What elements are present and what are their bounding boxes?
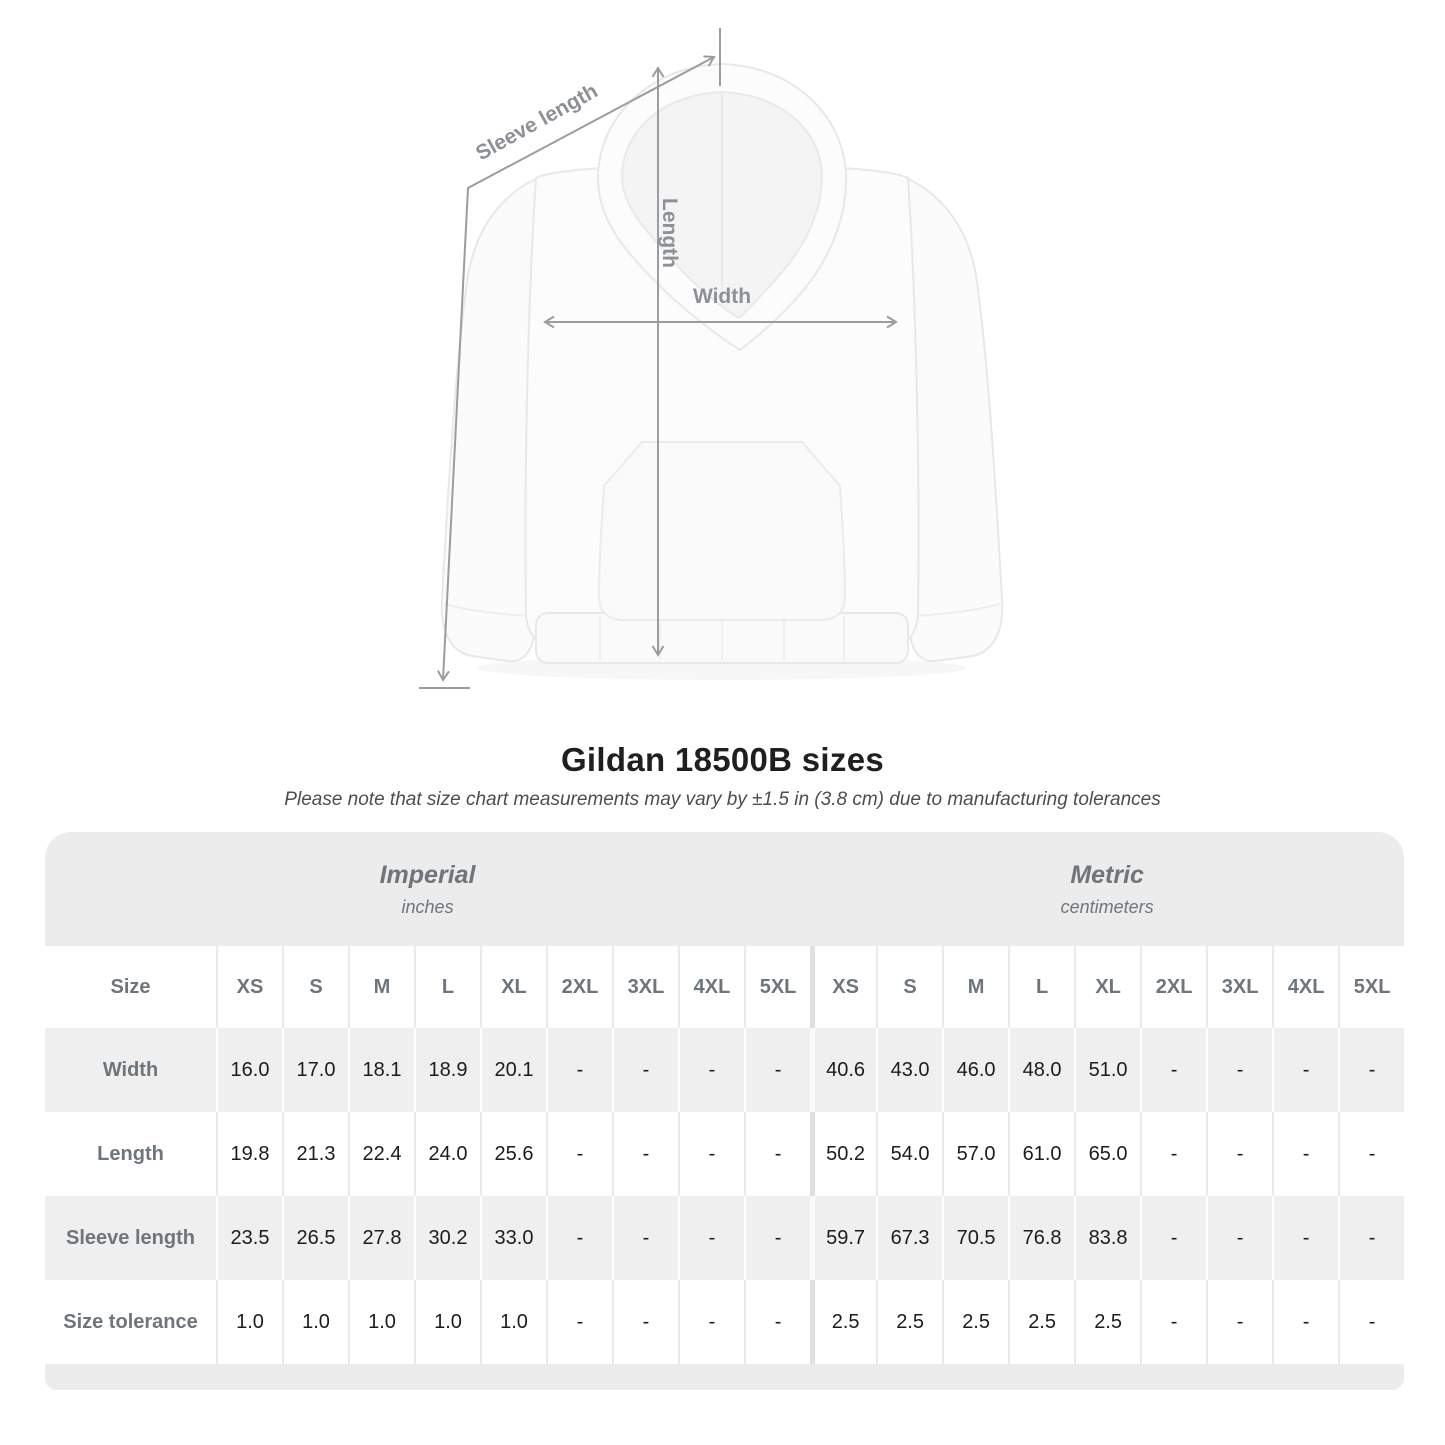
sleeve-length-arrow-label: Sleeve length — [472, 79, 602, 166]
value-cell: 76.8 — [1008, 1196, 1074, 1280]
value-cell: - — [678, 1112, 744, 1196]
size-col-imperial-m: M — [348, 946, 414, 1028]
value-cell: 57.0 — [942, 1112, 1008, 1196]
size-col-metric-3xl: 3XL — [1206, 946, 1272, 1028]
size-col-imperial-3xl: 3XL — [612, 946, 678, 1028]
size-header-row — [45, 946, 1404, 1028]
table-row — [45, 1280, 1404, 1364]
size-col-imperial-5xl: 5XL — [744, 946, 810, 1028]
value-cell: 20.1 — [480, 1028, 546, 1112]
value-cell: - — [678, 1196, 744, 1280]
table-row — [45, 1196, 1404, 1280]
value-cell: - — [1272, 1028, 1338, 1112]
value-cell: 40.6 — [810, 1028, 876, 1112]
size-col-imperial-4xl: 4XL — [678, 946, 744, 1028]
value-cell: - — [546, 1028, 612, 1112]
value-cell: 1.0 — [414, 1280, 480, 1364]
value-cell: 2.5 — [942, 1280, 1008, 1364]
value-cell: - — [612, 1280, 678, 1364]
value-cell: 54.0 — [876, 1112, 942, 1196]
size-col-metric-5xl: 5XL — [1338, 946, 1404, 1028]
size-col-metric-4xl: 4XL — [1272, 946, 1338, 1028]
value-cell: 17.0 — [282, 1028, 348, 1112]
width-arrow-label: Width — [692, 285, 752, 308]
table-footer-row — [45, 1364, 1404, 1390]
value-cell: 21.3 — [282, 1112, 348, 1196]
value-cell: - — [1338, 1028, 1404, 1112]
value-cell: 26.5 — [282, 1196, 348, 1280]
value-cell: 1.0 — [480, 1280, 546, 1364]
row-label: Length — [45, 1112, 216, 1196]
value-cell: - — [1338, 1196, 1404, 1280]
size-col-imperial-xs: XS — [216, 946, 282, 1028]
metric-label: Metric — [1070, 860, 1144, 889]
imperial-section-header — [45, 832, 810, 946]
value-cell: - — [1206, 1280, 1272, 1364]
page-title: Gildan 18500B sizes — [560, 741, 885, 778]
size-col-metric-xs: XS — [810, 946, 876, 1028]
value-cell: - — [1338, 1112, 1404, 1196]
value-cell: 27.8 — [348, 1196, 414, 1280]
value-cell: - — [1272, 1196, 1338, 1280]
row-label: Width — [45, 1028, 216, 1112]
length-arrow-label: Length — [658, 198, 681, 268]
value-cell: 51.0 — [1074, 1028, 1140, 1112]
value-cell: - — [1338, 1280, 1404, 1364]
value-cell: - — [744, 1196, 810, 1280]
value-cell: 70.5 — [942, 1196, 1008, 1280]
size-col-metric-m: M — [942, 946, 1008, 1028]
value-cell: 46.0 — [942, 1028, 1008, 1112]
value-cell: 43.0 — [876, 1028, 942, 1112]
value-cell: 23.5 — [216, 1196, 282, 1280]
metric-unit-label: centimeters — [1060, 896, 1154, 917]
value-cell: 61.0 — [1008, 1112, 1074, 1196]
value-cell: 1.0 — [216, 1280, 282, 1364]
value-cell: 30.2 — [414, 1196, 480, 1280]
value-cell: - — [612, 1112, 678, 1196]
table-row — [45, 1112, 1404, 1196]
value-cell: - — [744, 1280, 810, 1364]
value-cell: 22.4 — [348, 1112, 414, 1196]
table-row — [45, 1028, 1404, 1112]
units-header-row — [45, 832, 1404, 946]
size-col-metric-2xl: 2XL — [1140, 946, 1206, 1028]
value-cell: - — [678, 1028, 744, 1112]
table-footer — [45, 1364, 1404, 1390]
size-col-imperial-xl: XL — [480, 946, 546, 1028]
value-cell: 50.2 — [810, 1112, 876, 1196]
value-cell: - — [1140, 1028, 1206, 1112]
value-cell: 59.7 — [810, 1196, 876, 1280]
size-col-imperial-s: S — [282, 946, 348, 1028]
size-col-metric-s: S — [876, 946, 942, 1028]
value-cell: - — [678, 1280, 744, 1364]
value-cell: 24.0 — [414, 1112, 480, 1196]
metric-section-header — [810, 832, 1404, 946]
size-col-imperial-l: L — [414, 946, 480, 1028]
value-cell: - — [1140, 1196, 1206, 1280]
hoodie-pocket — [599, 442, 845, 620]
size-col-metric-xl: XL — [1074, 946, 1140, 1028]
value-cell: 2.5 — [1008, 1280, 1074, 1364]
value-cell: 67.3 — [876, 1196, 942, 1280]
size-column-header: Size — [45, 946, 216, 1028]
row-label: Sleeve length — [45, 1196, 216, 1280]
size-chart-table — [45, 832, 1404, 1390]
value-cell: 65.0 — [1074, 1112, 1140, 1196]
value-cell: - — [744, 1112, 810, 1196]
value-cell: 2.5 — [876, 1280, 942, 1364]
value-cell: 25.6 — [480, 1112, 546, 1196]
value-cell: - — [612, 1028, 678, 1112]
value-cell: 83.8 — [1074, 1196, 1140, 1280]
imperial-label: Imperial — [379, 860, 476, 889]
value-cell: - — [1206, 1196, 1272, 1280]
value-cell: 1.0 — [348, 1280, 414, 1364]
value-cell: - — [1140, 1112, 1206, 1196]
value-cell: - — [612, 1196, 678, 1280]
value-cell: - — [1206, 1112, 1272, 1196]
value-cell: 18.1 — [348, 1028, 414, 1112]
value-cell: 16.0 — [216, 1028, 282, 1112]
value-cell: 19.8 — [216, 1112, 282, 1196]
value-cell: 2.5 — [810, 1280, 876, 1364]
value-cell: - — [546, 1196, 612, 1280]
value-cell: 2.5 — [1074, 1280, 1140, 1364]
value-cell: 18.9 — [414, 1028, 480, 1112]
tolerance-note: Please note that size chart measurements may vary by ±1.5 in (3.8 cm) due to manufacturing tolerances — [284, 789, 1161, 810]
value-cell: - — [744, 1028, 810, 1112]
value-cell: - — [1206, 1028, 1272, 1112]
value-cell: - — [1140, 1280, 1206, 1364]
size-col-metric-l: L — [1008, 946, 1074, 1028]
value-cell: 48.0 — [1008, 1028, 1074, 1112]
value-cell: - — [546, 1112, 612, 1196]
value-cell: - — [1272, 1112, 1338, 1196]
value-cell: 33.0 — [480, 1196, 546, 1280]
value-cell: 1.0 — [282, 1280, 348, 1364]
value-cell: - — [546, 1280, 612, 1364]
size-col-imperial-2xl: 2XL — [546, 946, 612, 1028]
imperial-unit-label: inches — [401, 896, 454, 917]
row-label: Size tolerance — [45, 1280, 216, 1364]
value-cell: - — [1272, 1280, 1338, 1364]
